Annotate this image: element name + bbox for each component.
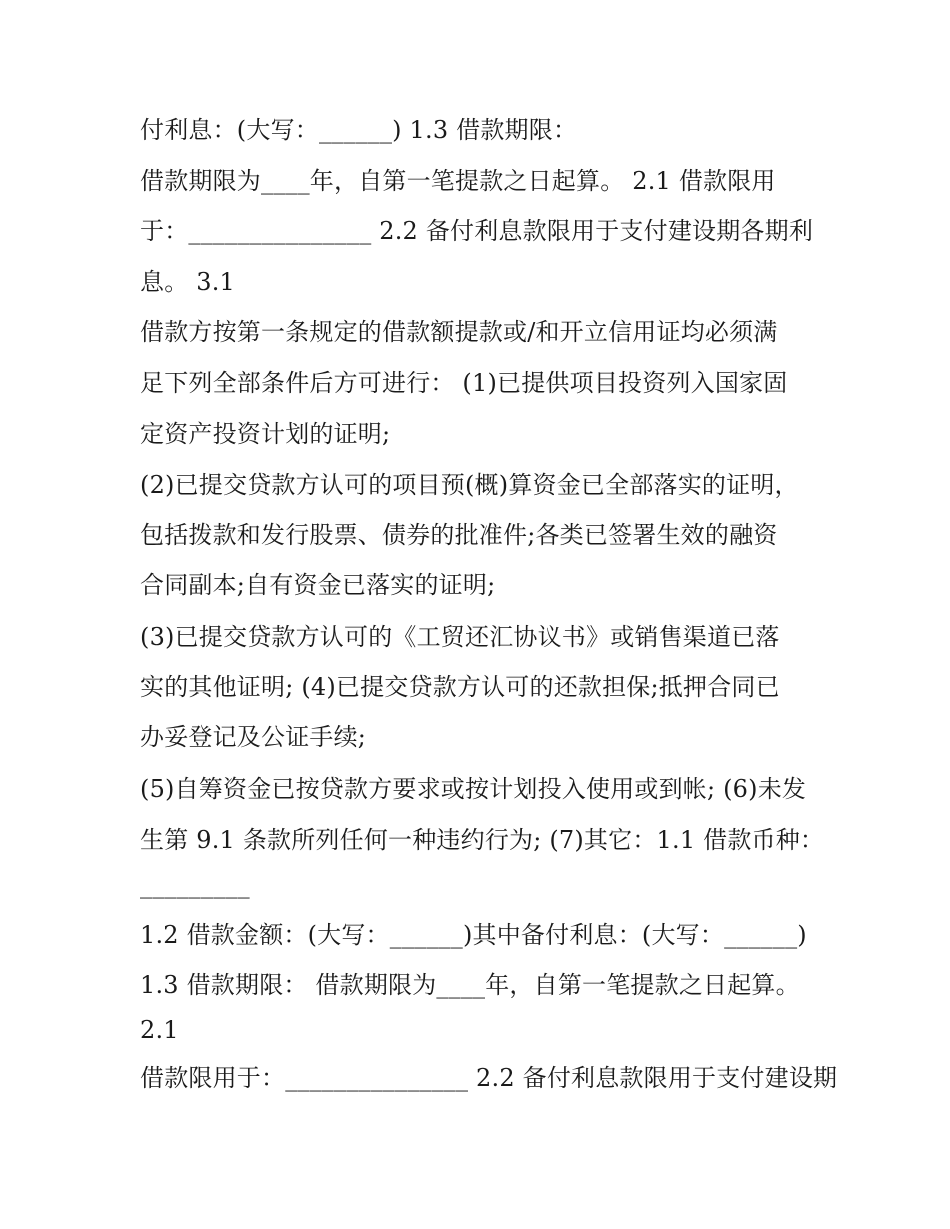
- text-line: 足下列全部条件后方可进行： (1)已提供项目投资列入国家固: [140, 369, 788, 397]
- text-line: 实的其他证明; (4)已提交贷款方认可的还款担保;抵押合同已: [140, 673, 780, 701]
- text-line: 借款方按第一条规定的借款额提款或/和开立信用证均必须满: [140, 318, 778, 346]
- text-line: 生第 9.1 条款所列任何一种违约行为; (7)其它：1.1 借款币种：: [140, 826, 825, 854]
- text-line: 包括拨款和发行股票、债券的批准件;各类已签署生效的融资: [140, 521, 778, 549]
- text-line: 定资产投资计划的证明;: [140, 420, 391, 448]
- text-line: 借款限用于：_______________ 2.2 备付利息款限用于支付建设期: [140, 1064, 838, 1092]
- text-line: (5)自筹资金已按贷款方要求或按计划投入使用或到帐; (6)未发: [140, 775, 807, 803]
- text-line: 1.2 借款金额：(大写：______)其中备付利息：(大写：______): [140, 921, 807, 949]
- text-line: 于：_______________ 2.2 备付利息款限用于支付建设期各期利: [140, 217, 814, 245]
- text-line: 1.3 借款期限： 借款期限为____年，自第一笔提款之日起算。: [140, 971, 800, 999]
- text-line: 合同副本;自有资金已落实的证明;: [140, 571, 496, 599]
- text-line: 2.1: [140, 1016, 179, 1044]
- text-line: 借款期限为____年，自第一笔提款之日起算。 2.1 借款限用: [140, 167, 776, 195]
- text-line: _________: [140, 871, 250, 899]
- text-line: 息。 3.1: [140, 268, 235, 296]
- text-line: (3)已提交贷款方认可的《工贸还汇协议书》或销售渠道已落: [140, 623, 780, 651]
- text-line: (2)已提交贷款方认可的项目预(概)算资金已全部落实的证明，: [140, 471, 799, 499]
- text-line: 办妥登记及公证手续;: [140, 723, 367, 751]
- text-line: 付利息：(大写：______) 1.3 借款期限：: [140, 116, 578, 144]
